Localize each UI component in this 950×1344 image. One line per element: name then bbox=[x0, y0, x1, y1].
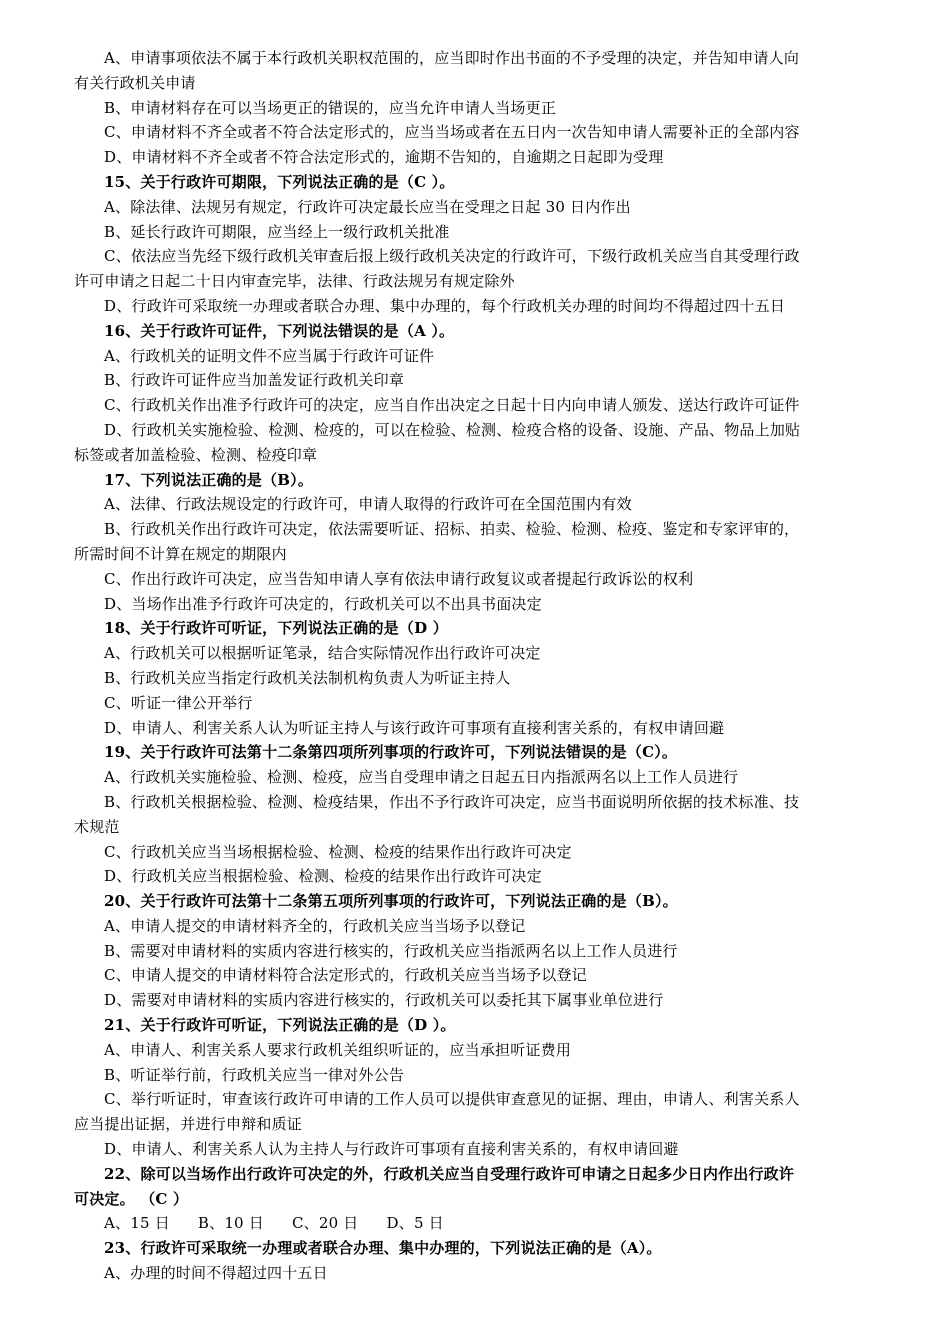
question-line: 22、除可以当场作出行政许可决定的外，行政机关应当自受理行政许可申请之日起多少日内作出行政许 bbox=[104, 1164, 795, 1183]
answer-options-line bbox=[74, 1211, 858, 1236]
text-line: 有关行政机关申请 bbox=[74, 73, 196, 92]
question-line: 15、关于行政许可期限，下列说法正确的是（C ）。 bbox=[104, 172, 455, 191]
text-line: A、申请人、利害关系人要求行政机关组织听证的，应当承担听证费用 bbox=[104, 1040, 572, 1059]
answer-option: A、15 日 bbox=[104, 1214, 170, 1233]
text-line: A、行政机关可以根据听证笔录，结合实际情况作出行政许可决定 bbox=[104, 644, 541, 663]
text-line: B、行政机关根据检验、检测、检疫结果，作出不予行政许可决定，应当书面说明所依据的技术标准、技 bbox=[104, 792, 800, 811]
question-line: 21、关于行政许可听证，下列说法正确的是（D ）。 bbox=[104, 1016, 456, 1035]
text-line: A、申请事项依法不属于本行政机关职权范围的，应当即时作出书面的不予受理的决定，并告知申请人向 bbox=[104, 49, 800, 67]
text-line: B、延长行政许可期限，应当经上一级行政机关批准 bbox=[104, 222, 450, 241]
text-line: A、行政机关实施检验、检测、检疫，应当自受理申请之日起五日内指派两名以上工作人员进行 bbox=[104, 768, 739, 787]
text-line: 所需时间不计算在规定的期限内 bbox=[74, 544, 287, 563]
text-line: 术规范 bbox=[74, 817, 120, 836]
text-line: C、行政机关应当当场根据检验、检测、检疫的结果作出行政许可决定 bbox=[104, 842, 572, 861]
question-line: 可决定。 （C ） bbox=[74, 1189, 189, 1208]
text-line: 标签或者加盖检验、检测、检疫印章 bbox=[74, 445, 318, 464]
text-line: D、行政许可采取统一办理或者联合办理、集中办理的，每个行政机关办理的时间均不得超过四十五日 bbox=[104, 296, 786, 315]
text-line: C、听证一律公开举行 bbox=[104, 693, 253, 712]
question-line: 19、关于行政许可法第十二条第四项所列事项的行政许可，下列说法错误的是（C）。 bbox=[104, 743, 678, 762]
text-line: C、申请人提交的申请材料符合法定形式的，行政机关应当当场予以登记 bbox=[104, 966, 587, 985]
text-line: A、申请人提交的申请材料齐全的，行政机关应当当场予以登记 bbox=[104, 916, 526, 935]
answer-option: C、20 日 bbox=[291, 1214, 359, 1233]
text-line: A、行政机关的证明文件不应当属于行政许可证件 bbox=[104, 346, 435, 365]
text-line: C、行政机关作出准予行政许可的决定，应当自作出决定之日起十日内向申请人颁发、送达行政许可证件 bbox=[104, 396, 800, 415]
text-line: B、需要对申请材料的实质内容进行核实的，行政机关应当指派两名以上工作人员进行 bbox=[104, 941, 678, 960]
question-line: 16、关于行政许可证件，下列说法错误的是（A ）。 bbox=[104, 321, 455, 340]
question-line: 17、下列说法正确的是（B）。 bbox=[104, 470, 314, 489]
text-line: C、举行听证时，审查该行政许可申请的工作人员可以提供审查意见的证据、理由，申请人、利害关系人 bbox=[104, 1090, 800, 1109]
text-line: C、申请材料不齐全或者不符合法定形式的，应当当场或者在五日内一次告知申请人需要补正的全部内容 bbox=[104, 123, 800, 142]
question-line: 23、行政许可采取统一办理或者联合办理、集中办理的，下列说法正确的是（A）。 bbox=[104, 1239, 662, 1258]
answer-option: D、5 日 bbox=[386, 1214, 444, 1233]
document-page bbox=[74, 46, 858, 1286]
text-line: D、行政机关应当根据检验、检测、检疫的结果作出行政许可决定 bbox=[104, 867, 542, 886]
text-line: D、行政机关实施检验、检测、检疫的，可以在检验、检测、检疫合格的设备、设施、产品、物品上加贴 bbox=[104, 420, 801, 439]
text-line: C、作出行政许可决定，应当告知申请人享有依法申请行政复议或者提起行政诉讼的权利 bbox=[104, 569, 694, 588]
question-line: 18、关于行政许可听证，下列说法正确的是（D ） bbox=[104, 619, 448, 638]
text-line: B、听证举行前，行政机关应当一律对外公告 bbox=[104, 1065, 405, 1084]
text-line: B、行政机关应当指定行政机关法制机构负责人为听证主持人 bbox=[104, 668, 511, 687]
question-line: 20、关于行政许可法第十二条第五项所列事项的行政许可，下列说法正确的是（B）。 bbox=[104, 892, 678, 911]
text-line: A、法律、行政法规设定的行政许可，申请人取得的行政许可在全国范围内有效 bbox=[104, 495, 632, 514]
text-line: A、办理的时间不得超过四十五日 bbox=[104, 1264, 328, 1283]
text-line: C、依法应当先经下级行政机关审查后报上级行政机关决定的行政许可，下级行政机关应当自其受理行政 bbox=[104, 247, 800, 266]
text-line: D、申请材料不齐全或者不符合法定形式的，逾期不告知的，自逾期之日起即为受理 bbox=[104, 148, 664, 167]
text-line: D、申请人、利害关系人认为主持人与行政许可事项有直接利害关系的，有权申请回避 bbox=[104, 1140, 679, 1159]
text-line: D、需要对申请材料的实质内容进行核实的，行政机关可以委托其下属事业单位进行 bbox=[104, 991, 664, 1010]
text-line: D、当场作出准予行政许可决定的，行政机关可以不出具书面决定 bbox=[104, 594, 542, 613]
text-line: A、除法律、法规另有规定，行政许可决定最长应当在受理之日起 30 日内作出 bbox=[104, 197, 631, 216]
text-line: B、行政许可证件应当加盖发证行政机关印章 bbox=[104, 371, 405, 390]
text-line: D、申请人、利害关系人认为听证主持人与该行政许可事项有直接利害关系的，有权申请回避 bbox=[104, 718, 725, 737]
text-line: B、行政机关作出行政许可决定，依法需要听证、招标、拍卖、检验、检测、检疫、鉴定和专家评审的， bbox=[104, 520, 800, 539]
text-line: 许可申请之日起二十日内审查完毕，法律、行政法规另有规定除外 bbox=[74, 272, 515, 291]
text-line: 应当提出证据，并进行申辩和质证 bbox=[74, 1115, 303, 1134]
text-line: B、申请材料存在可以当场更正的错误的，应当允许申请人当场更正 bbox=[104, 98, 557, 117]
answer-option: B、10 日 bbox=[197, 1214, 264, 1233]
